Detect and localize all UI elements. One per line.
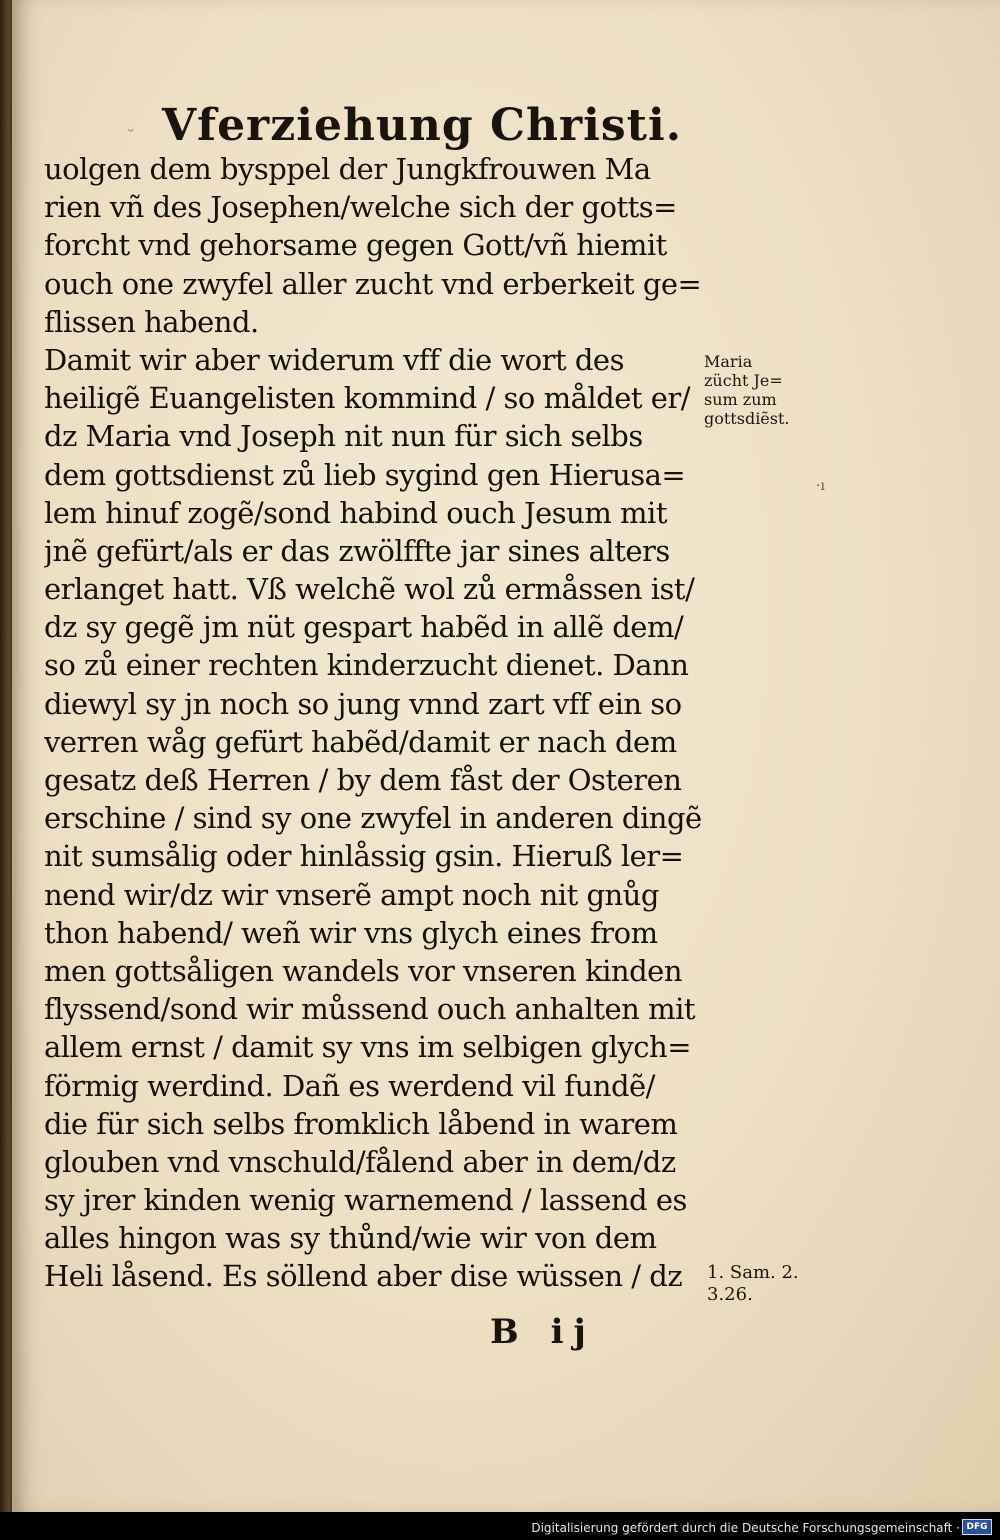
- text-line: flissen habend.: [44, 304, 259, 339]
- text-line: men gottsåligen wandels vor vnseren kinden: [44, 953, 682, 988]
- margin-note-line: sum zum: [704, 390, 777, 409]
- text-line: thon habend/ weñ wir vns glych eines from: [44, 915, 658, 950]
- text-line: nit sumsålig oder hinlåssig gsin. Hieruß ler=: [44, 839, 684, 874]
- text-line: dem gottsdienst zů lieb sygind gen Hierusa=: [44, 457, 686, 492]
- text-line: förmig werdind. Dañ es werdend vil fundẽ/: [44, 1068, 655, 1103]
- margin-note-line: 3.26.: [707, 1284, 753, 1305]
- text-line: sy jrer kinden wenig warnemend / lassend es: [44, 1183, 687, 1218]
- text-line: nend wir/dz wir vnserẽ ampt noch nit gnůg: [44, 877, 659, 912]
- text-line: gesatz deß Herren / by dem fåst der Osteren: [44, 763, 682, 797]
- text-line: forcht vnd gehorsame gegen Gott/vñ hiemit: [44, 228, 667, 263]
- dfg-logo: DFG: [962, 1519, 992, 1535]
- text-line: so zů einer rechten kinderzucht dienet. Dann: [44, 648, 689, 683]
- margin-note-line: gottsdiẽst.: [704, 409, 790, 428]
- text-line: diewyl sy jn noch so jung vnnd zart vff ein so: [44, 686, 682, 721]
- text-line: uolgen dem bysppel der Jungkfrouwen Ma: [44, 152, 651, 186]
- text-line: erschine / sind sy one zwyfel in anderen dingẽ: [44, 801, 702, 836]
- text-line: Damit wir aber widerum vff die wort des: [44, 342, 624, 377]
- main-text-block: [44, 150, 704, 1296]
- text-line: ouch one zwyfel aller zucht vnd erberkeit ge=: [44, 266, 702, 301]
- margin-note-maria: [704, 352, 790, 428]
- text-line: erlanget hatt. Vß welchẽ wol zů ermåssen ist/: [44, 572, 695, 607]
- text-line: jnẽ gefürt/als er das zwölffte jar sines alters: [44, 533, 670, 568]
- text-line: dz sy gegẽ jm nüt gespart habẽd in allẽ dem/: [44, 610, 684, 645]
- text-line: flyssend/sond wir můssend ouch anhalten mit: [44, 992, 695, 1027]
- footer-credit: Digitalisierung gefördert durch die Deutsche Forschungsgemeinschaft ·: [531, 1521, 960, 1535]
- margin-note-samuel: [707, 1262, 799, 1306]
- margin-note-line: 1. Sam. 2.: [707, 1262, 799, 1283]
- text-line: die für sich selbs fromklich låbend in warem: [44, 1106, 678, 1141]
- ink-mark: ᵕ: [128, 124, 134, 140]
- text-line: dz Maria vnd Joseph nit nun für sich selbs: [44, 419, 643, 454]
- page-gutter-shadow: [12, 0, 18, 1512]
- text-line: verren wåg gefürt habẽd/damit er nach dem: [44, 724, 677, 759]
- margin-note-line: zücht Je=: [704, 371, 783, 390]
- text-line: heiligẽ Euangelisten kommind / so måldet er/: [44, 381, 691, 416]
- running-head: Vferziehung Christi.: [162, 100, 683, 151]
- text-line: rien vñ des Josephen/welche sich der gotts=: [44, 190, 677, 225]
- text-line: alles hingon was sy thůnd/wie wir von dem: [44, 1221, 657, 1256]
- text-line: Heli låsend. Es söllend aber dise wüssen / dz: [44, 1259, 683, 1294]
- ink-mark: ·ı: [816, 478, 825, 494]
- margin-note-line: Maria: [704, 352, 753, 371]
- text-line: glouben vnd vnschuld/fålend aber in dem/dz: [44, 1144, 676, 1179]
- text-line: allem ernst / damit sy vns im selbigen glych=: [44, 1030, 692, 1065]
- signature-mark: B ij: [490, 1312, 596, 1352]
- text-line: lem hinuf zogẽ/sond habind ouch Jesum mit: [44, 495, 667, 530]
